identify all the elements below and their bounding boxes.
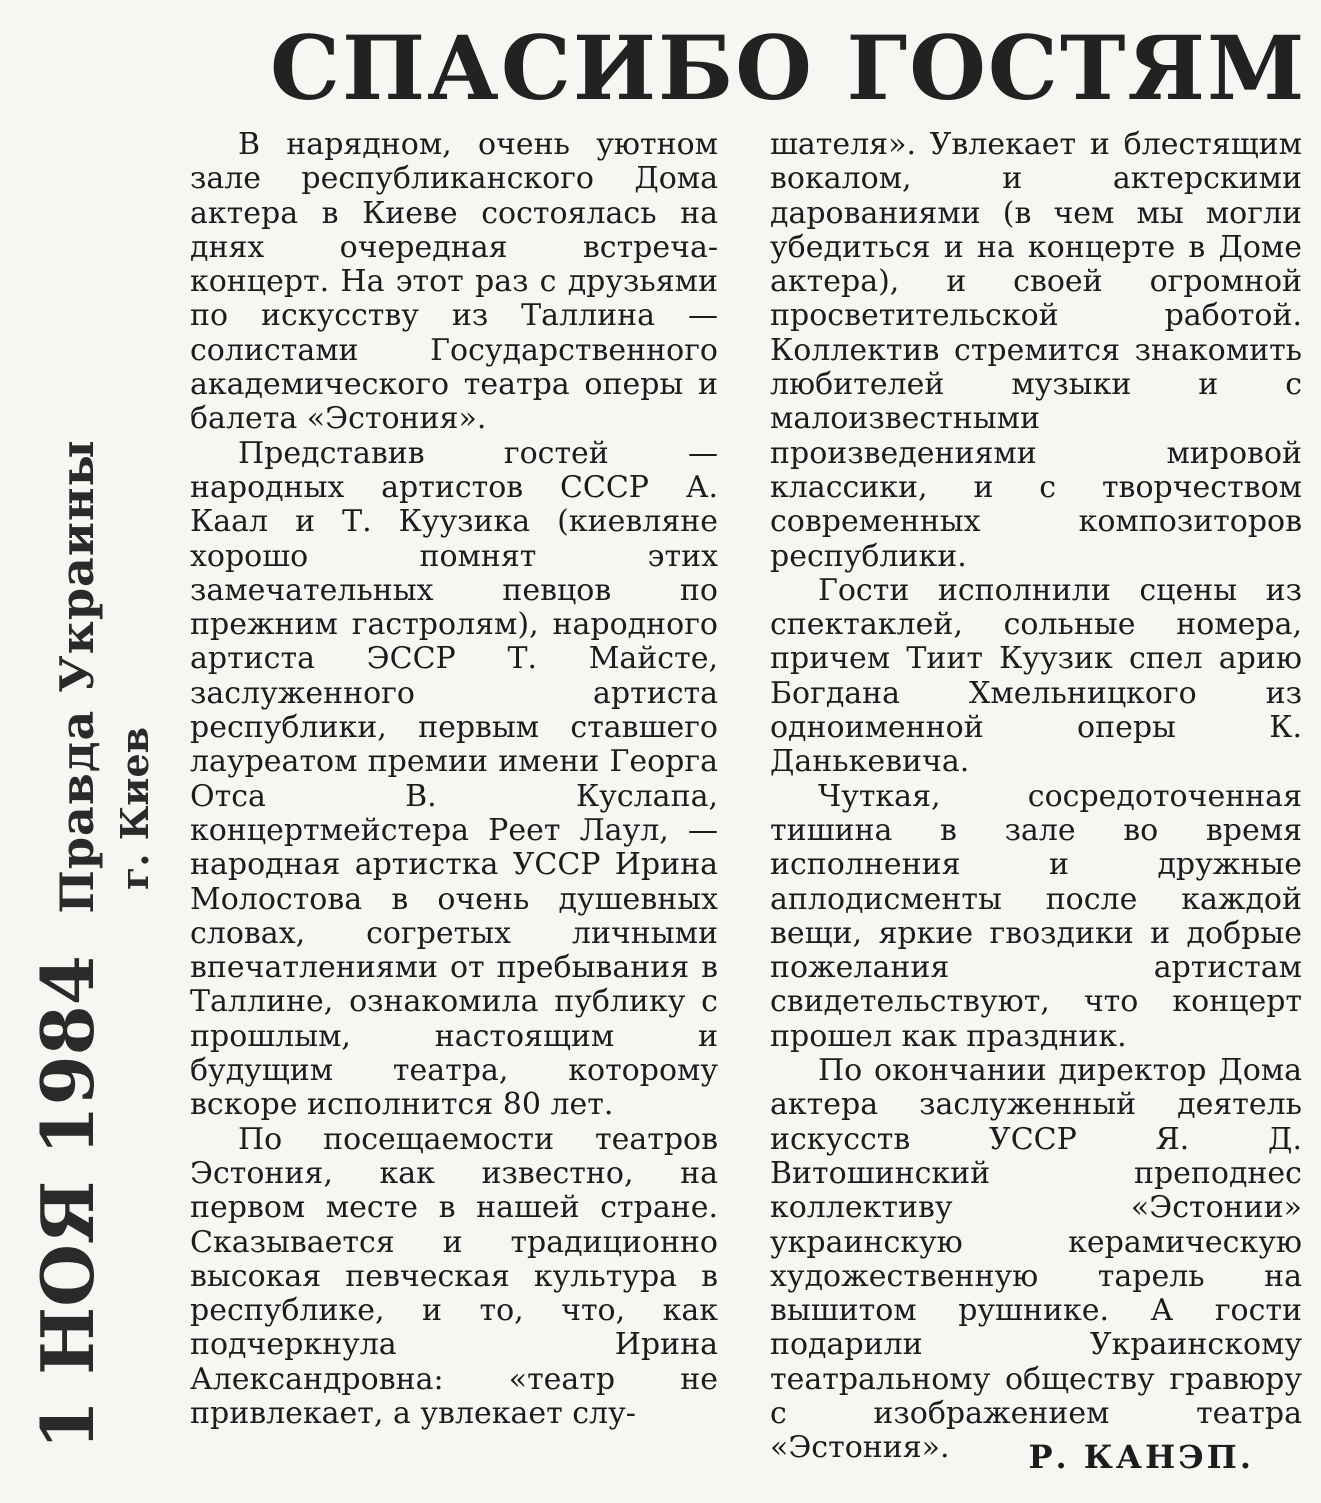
article-column-left — [190, 128, 718, 1431]
clipping-stamp — [25, 439, 168, 1450]
stamp-main-line — [25, 439, 110, 1450]
article-column-right — [770, 128, 1302, 1466]
headline: СПАСИБО ГОСТЯМ — [270, 16, 1307, 120]
paragraph-guests: Представив гостей — народных артистов СССР А. Каал и Т. Куузика (киевляне хорошо помнят этих замечательных певцов по прежним гастролям), народного артиста ЭССР Т. Майсте, заслуженного артиста республики, первым ставшего лауреатом премии имени Георга Отса В. Куслапа, концертмейстера Реет Лаул, — народная артистка УССР Ирина Молостова в очень душевных словах, согретых личными впечатлениями от пребывания в Таллине, ознакомила публику с прошлым, настоящим и будущим театра, которому вскоре исполнится 80 лет. — [190, 435, 718, 1123]
paragraph-program: Гости исполнили сцены из спектаклей, сольные номера, причем Тиит Куузик спел арию Богдана Хмельницкого из одноименной оперы К. Данькевича. — [770, 572, 1302, 780]
paragraph-attendance-continued: шателя». Увлекает и блестящим вокалом, и актерскими дарованиями (в чем мы могли убедиться и на концерте в Доме актера), и своей огромной просветительской работой. Коллектив стремится знакомить любителей музыки и с малоизвестными произведениями мировой классики, и с творчеством современных композиторов республики. — [770, 127, 1302, 574]
author-byline: Р. КАНЭП. — [1028, 1438, 1254, 1476]
stamp-date: 1 НОЯ 1984 — [25, 955, 110, 1450]
paragraph-gifts: По окончании директор Дома актера заслуженный деятель искусств УССР Я. Д. Витошинский преподнес коллективу «Эстонии» украинскую керамическую художественную тарель на вышитом рушнике. А гости подарили Украинскому театральному обществу гравюру с изображением театра «Эстония». — [770, 1053, 1302, 1466]
paragraph-intro: В нарядном, очень уютном зале республиканского Дома актера в Киеве состоялась на днях очередная встреча-концерт. На этот раз с друзьями по искусству из Таллина — солистами Государственного академического театра оперы и балета «Эстония». — [190, 127, 718, 437]
stamp-newspaper-name: Правда Украины — [50, 439, 104, 914]
paragraph-audience: Чуткая, сосредоточенная тишина в зале во время исполнения и дружные аплодисменты после каждой вещи, яркие гвоздики и добрые пожелания артистам свидетельствуют, что концерт прошел как праздник. — [770, 778, 1302, 1054]
paragraph-attendance: По посещаемости театров Эстония, как известно, на первом месте в нашей стране. Сказывается и традиционно высокая певческая культура в республике, и то, что, как подчеркнула Ирина Александровна: «театр не привлекает, а увлекает слу- — [190, 1121, 718, 1431]
stamp-city: г. Киев — [112, 726, 157, 890]
